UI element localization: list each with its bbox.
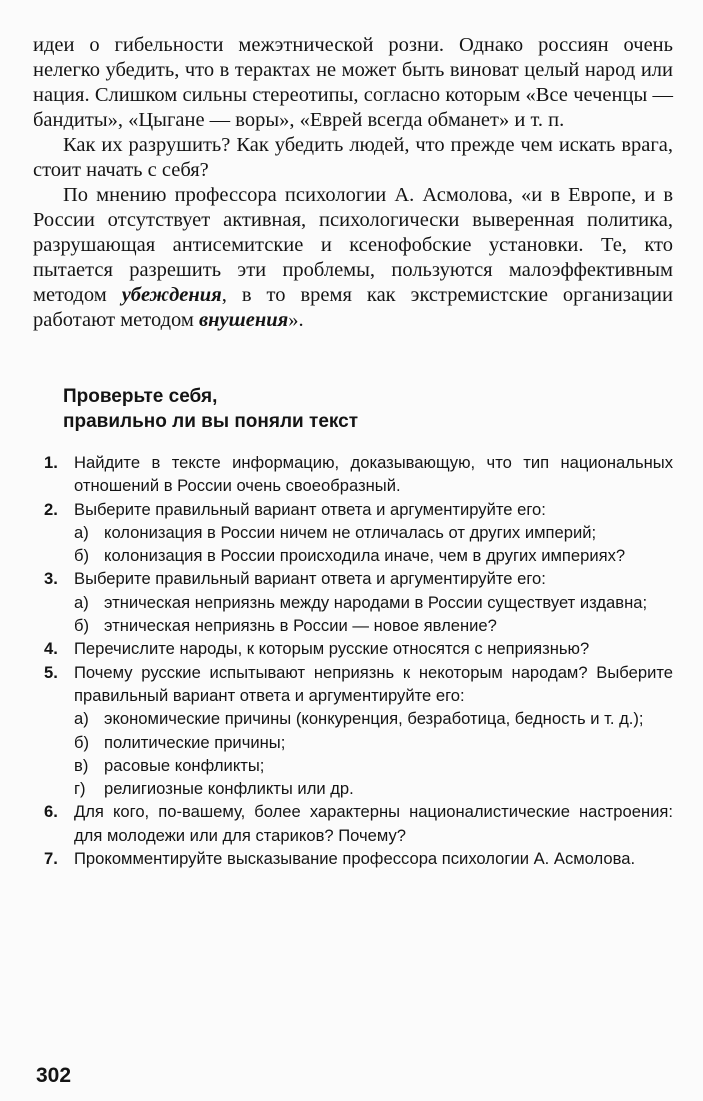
paragraph-3-part-c: ». [288,309,304,331]
answer-options [74,707,673,800]
question-text: Перечислите народы, к которым русские относятся с неприязнью? [74,639,590,659]
page-number: 302 [36,1064,72,1087]
question-text: Почему русские испытывают неприязнь к некоторым народам? Выберите правильный вариант ответа и аргументируйте его: [74,662,673,705]
question-3 [33,567,673,637]
answer-options [74,521,673,568]
question-number: 5. [44,662,58,682]
answer-options [74,591,673,638]
question-text: Выберите правильный вариант ответа и аргументируйте его: [74,499,546,519]
question-number: 6. [44,802,58,822]
paragraph-2: Как их разрушить? Как убедить людей, что прежде чем искать врага, стоит начать с себя? [33,134,673,181]
option-letter: г) [74,779,86,799]
question-7 [33,847,673,870]
option-text: расовые конфликты; [104,755,265,775]
heading-line-1: Проверьте себя, [63,386,218,407]
option-text: этническая неприязнь между народами в России существует издавна; [104,592,648,612]
question-text: Для кого, по-вашему, более характерны националистические настроения: для молодежи или для стариков? Почему? [74,802,673,845]
option-text: религиозные конфликты или др. [104,779,354,799]
option-letter: а) [74,592,89,612]
heading-line-2: правильно ли вы поняли текст [63,411,359,432]
question-list [33,451,673,870]
question-number: 1. [44,453,58,472]
option-letter: а) [74,522,89,542]
question-text: Найдите в тексте информацию, доказывающую, что тип национальных отношений в России очень своеобразный. [74,453,673,496]
paragraph-3-part-b: , в то время как экстремистские организации работают методом [33,284,673,331]
question-number: 7. [44,849,58,869]
option-text: колонизация в России ничем не отличалась от других империй; [104,522,597,542]
answer-option [74,521,673,544]
answer-option [74,754,673,777]
option-letter: б) [74,732,90,752]
question-number: 2. [44,499,58,519]
option-letter: б) [74,616,90,636]
body-text [33,33,673,333]
option-text: экономические причины (конкуренция, безработица, бедность и т. д.); [104,709,644,729]
answer-option [74,707,673,730]
paragraph-3 [33,183,673,333]
question-number: 3. [44,569,58,589]
term-persuasion: убеждения [121,284,222,306]
question-1 [33,451,673,498]
question-text: Прокомментируйте высказывание профессора психологии А. Асмолова. [74,849,636,869]
answer-option [74,614,673,637]
answer-option [74,777,673,800]
option-text: колонизация в России происходила иначе, чем в других империях? [104,546,626,566]
paragraph-3-part-a: По мнению профессора психологии А. Асмолова, «и в Европе, и в России отсутствует активная, психологически выверенная политика, разрушающая антисемитские и ксенофобские установки. Те, кто пытается разрешить эти проблемы, пользуются малоэффективным методом [33,184,673,306]
question-2 [33,498,673,568]
term-suggestion: внушения [199,309,289,331]
question-5 [33,661,673,801]
answer-option [74,544,673,567]
section-heading [63,384,663,434]
option-letter: а) [74,709,89,729]
answer-option [74,591,673,614]
answer-option [74,731,673,754]
option-letter: в) [74,755,89,775]
question-text: Выберите правильный вариант ответа и аргументируйте его: [74,569,546,589]
question-number: 4. [44,639,58,659]
option-text: этническая неприязнь в России — новое явление? [104,616,497,636]
paragraph-1: идеи о гибельности межэтнической розни. Однако россиян очень нелегко убедить, что в терактах не может быть виноват целый народ или нация. Слишком сильны стереотипы, согласно которым «Все чеченцы — бандиты», «Цыгане — воры», «Еврей всегда обманет» и т. п. [33,34,673,131]
question-4 [33,637,673,660]
question-6 [33,800,673,847]
option-text: политические причины; [104,732,286,752]
option-letter: б) [74,546,90,566]
